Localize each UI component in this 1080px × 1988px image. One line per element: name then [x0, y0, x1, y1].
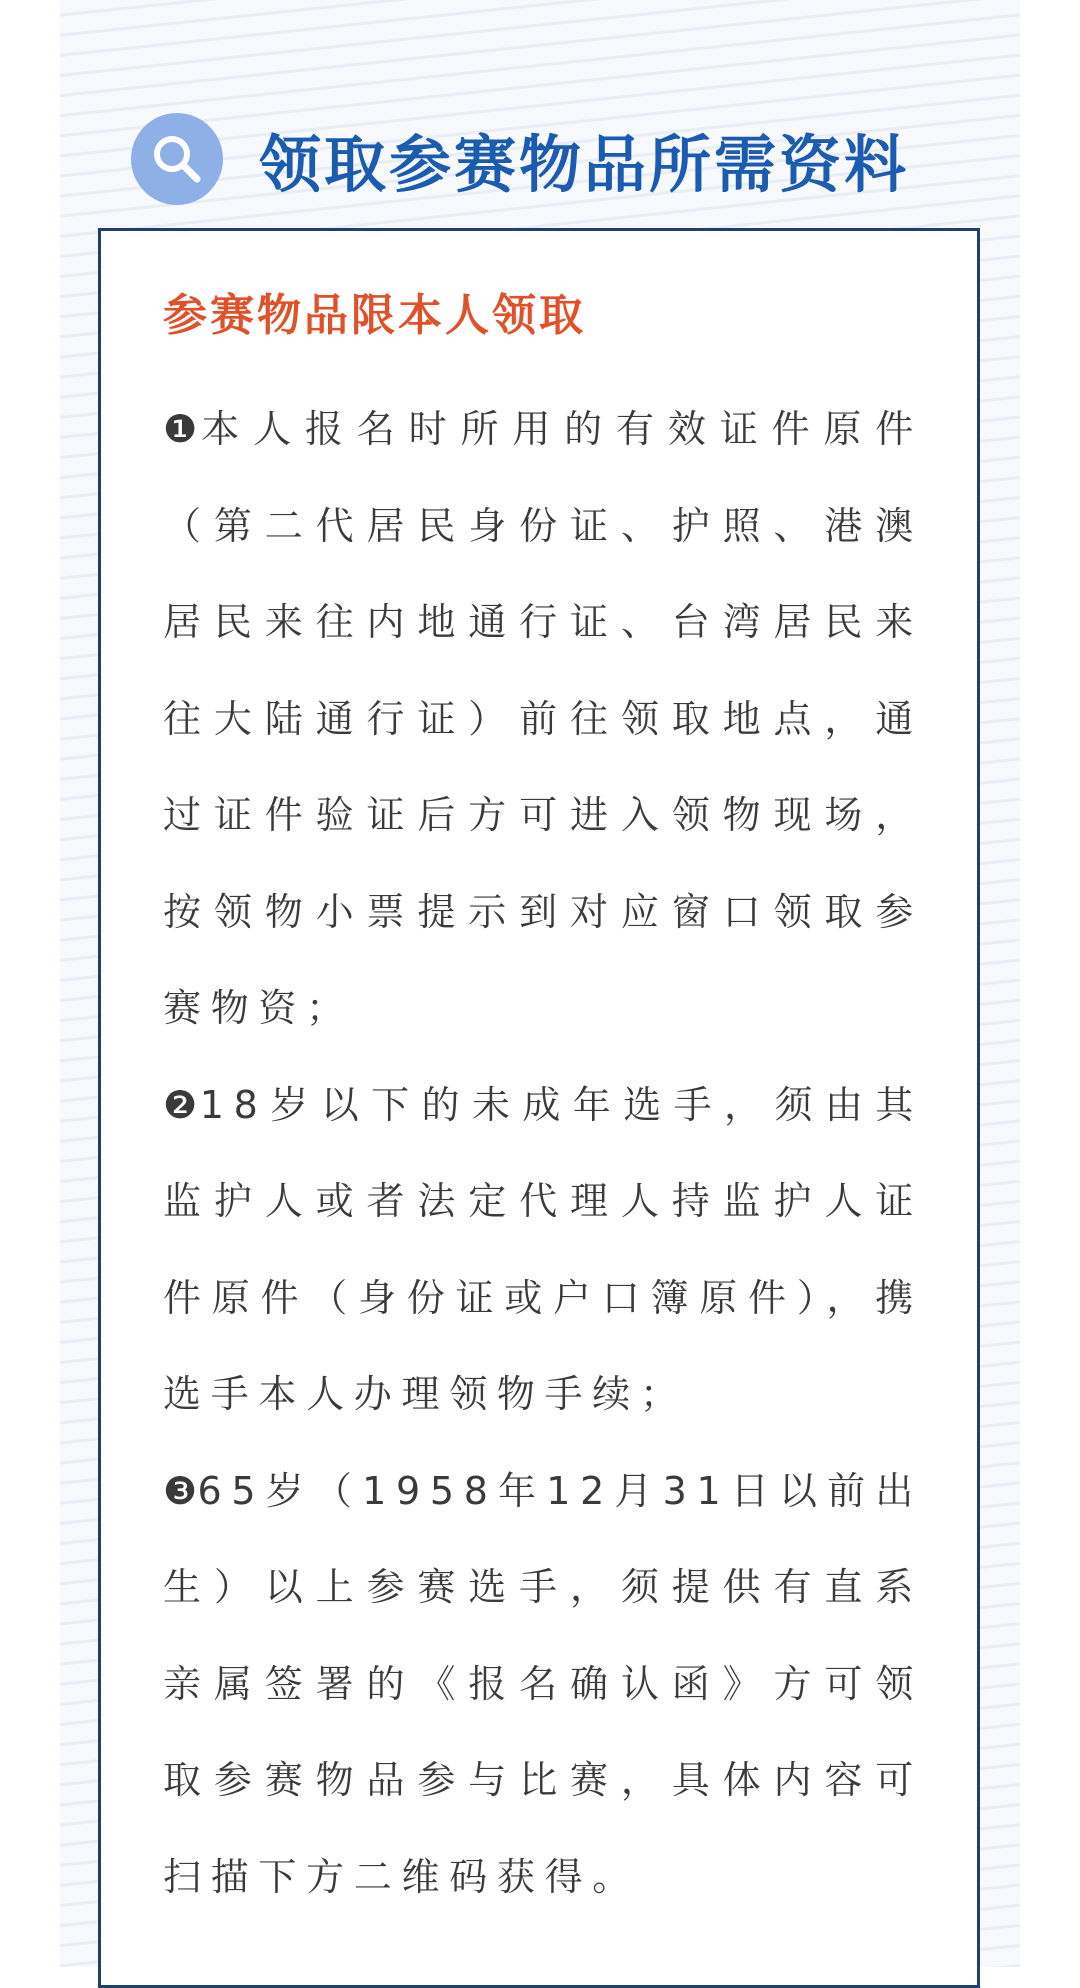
item-number-3: ❸ [163, 1468, 198, 1513]
search-icon [131, 113, 223, 205]
list-item [163, 1057, 923, 1443]
item-number-2: ❷ [163, 1082, 200, 1127]
list-item [163, 381, 923, 1057]
list-item [163, 1443, 923, 1926]
section-header [131, 113, 909, 205]
item-text-1: 本人报名时所用的有效证件原件（第二代居民身份证、护照、港澳居民来往内地通行证、台湾居民来往大陆通行证）前往领取地点，通过证件验证后方可进入领物现场，按领物小票提示到对应窗口领取参赛物资； [163, 407, 923, 1030]
page-title: 领取参赛物品所需资料 [259, 127, 910, 201]
item-number-1: ❶ [163, 407, 202, 451]
item-text-3: 65岁（1958年12月31日以前出生）以上参赛选手，须提供有直系亲属签署的《报名确认函》方可领取参赛物品参与比赛，具体内容可扫描下方二维码获得。 [163, 1468, 923, 1899]
info-card [98, 228, 980, 1988]
card-heading: 参赛物品限本人领取 [163, 290, 586, 341]
item-text-2: 18岁以下的未成年选手，须由其监护人或者法定代理人持监护人证件原件（身份证或户口簿原件），携选手本人办理领物手续； [163, 1082, 923, 1416]
card-body [163, 381, 923, 1925]
